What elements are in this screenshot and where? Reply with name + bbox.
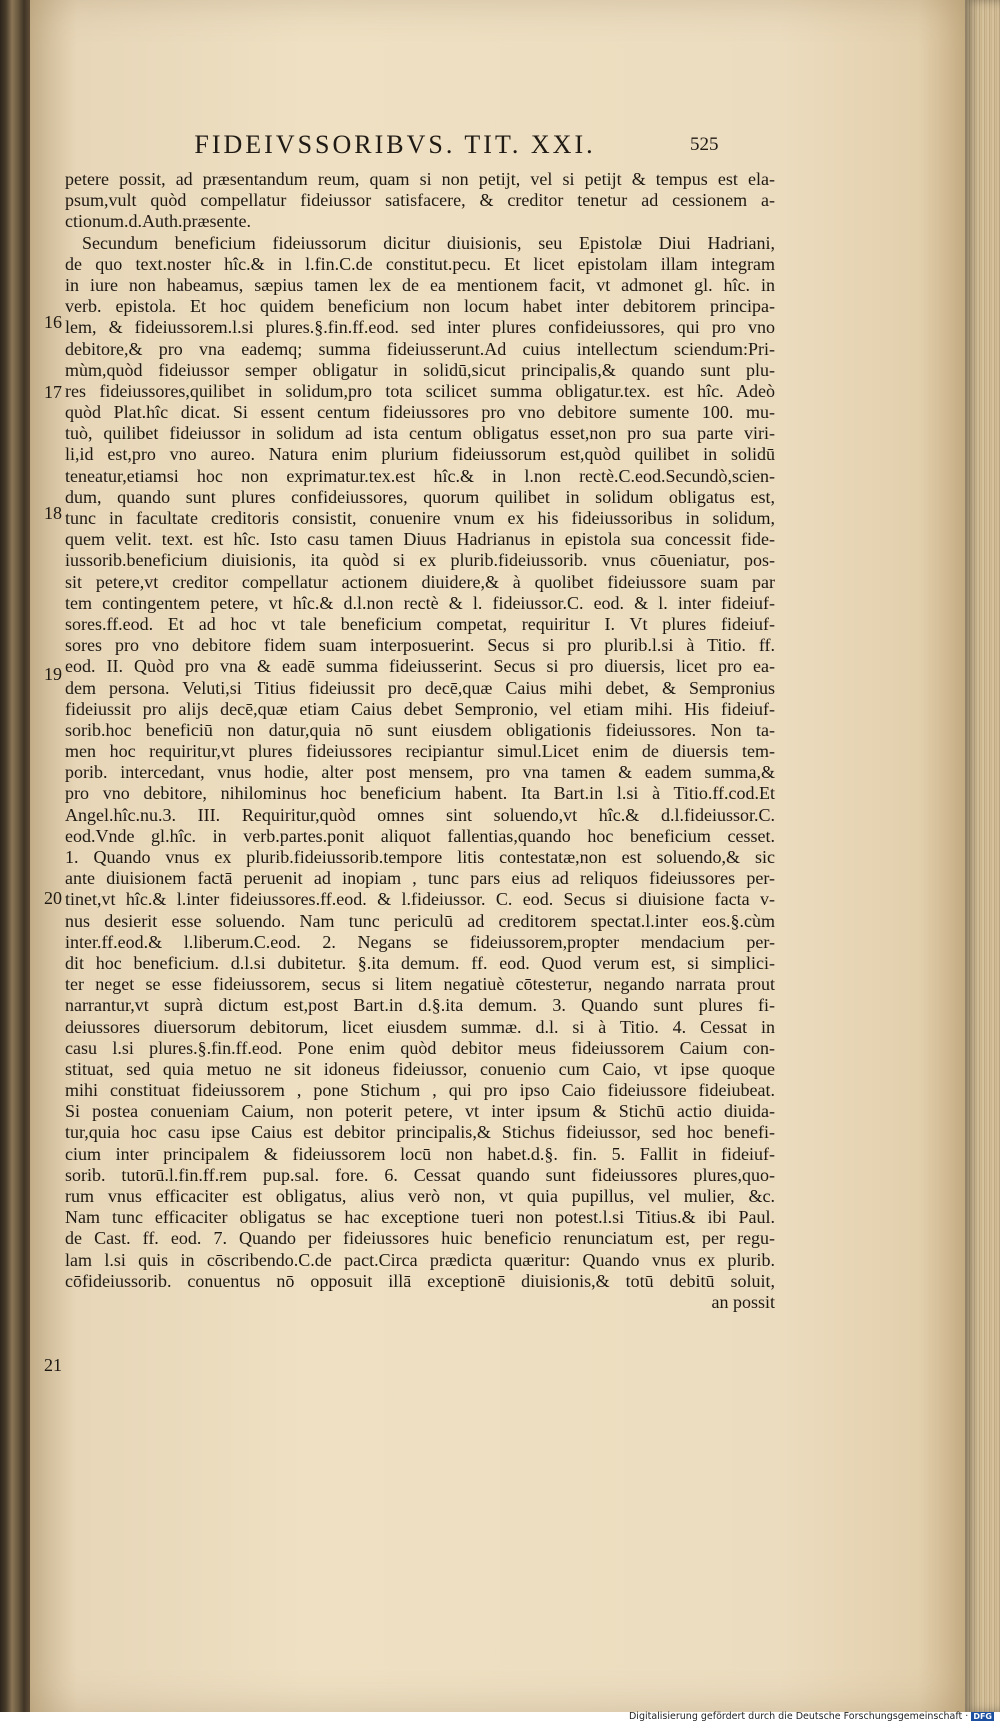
text-line: ter neget se esse fideiussorem, secus si litem negatiuè cōtesteтur, negando narrata prout: [65, 974, 775, 995]
margin-number: 16: [44, 312, 62, 332]
text-line: tur,quia hoc casu ipse Caius est debitor principalis,& Stichus fideiussor, sed hoc benefi-: [65, 1122, 775, 1143]
text-line: mùm,quòd fideiussor semper obligatur in solidū,sicut principalis,& quando sunt plu-: [65, 359, 775, 380]
text-line: Nam tunc efficaciter obligatus se hac exceptione tueri non potest.l.si Titius.& ibi Paul.: [65, 1207, 775, 1228]
text-line: li,id est,pro vno aureo. Natura enim plurium fideiussorum est,quòd quilibet in solidū: [65, 444, 775, 465]
text-line: sores pro vno debitore fidem suam interposuerint. Secus si pro plurib.l.si à Titio. ff.: [65, 635, 775, 656]
margin-number: 17: [44, 382, 62, 402]
text-line: iussorib.beneficium diuisionis, ita quòd si ex plurib.fideiussorib. vnus cōueniatur, pos-: [65, 550, 775, 571]
text-line: de quo text.noster hîc.& in l.fin.C.de constitut.pecu. Et licet epistolam illam integram: [65, 253, 775, 274]
text-line: petere possit, ad præsentandum reum, quam si non petijt, vel si petijt & tempus est ela-: [65, 169, 775, 189]
dfg-logo: DFG: [973, 1712, 992, 1721]
digitization-credit: [629, 1711, 994, 1722]
text-line: cium inter principalem & fideiussorem locū non habet.d.§. fin. 5. Fallit in fideiuf-: [65, 1143, 775, 1164]
text-line: tinet,vt hîc.& l.inter fideiussores.ff.eod. & l.fideiussor. C. eod. Secus si diuisione facta v-: [65, 889, 775, 910]
text-line: 1. Quando vnus ex plurib.fideiussorib.tempore litis contestatæ,non est soluendo,& sic: [65, 847, 775, 867]
credit-text: Digitalisierung gefördert durch die Deutsche Forschungsgemeinschaft ·: [628, 1711, 969, 1722]
text-line: porib. intercedant, vnus hodie, alter post mensem, pro vna tamen & eadem summa,&: [65, 762, 775, 783]
text-line: de Cast. ff. eod. 7. Quando per fideiussores huic beneficio renunciatum est, per regu-: [65, 1228, 775, 1249]
text-line: mihi constituat fideiussorem , pone Stichum , qui pro ipso Caio fideiussore fideiubeat.: [65, 1080, 775, 1101]
text-line: teneatur,etiamsi hoc non exprimatur.tex.est hîc.& in l.non rectè.C.eod.Secundò,scien-: [65, 465, 775, 486]
text-line: eod. II. Quòd pro vna & eadē summa fideiusserint. Secus si pro diuersis, licet pro ea-: [65, 656, 775, 677]
body-text: [65, 169, 775, 1313]
page-edges: [965, 0, 1000, 1712]
text-line: in iure non habeamus, sæpius tamen lex de ea mentionem facit, vt admonet gl. hîc. in: [65, 274, 775, 295]
margin-number: 19: [44, 664, 62, 684]
page-number: 525: [690, 134, 719, 155]
text-line: narrantur,vt suprà dictum est,post Bart.in d.§.ita demum. 3. Quando sunt plures fi-: [65, 995, 775, 1016]
text-line: debitore,& pro vna eademq; summa fideiusserunt.Ad cuius intellectum sciendum:Pri-: [65, 338, 775, 359]
text-line: psum,vult quòd compellatur fideiussor satisfacere, & creditor tenetur ad cessionem a-: [65, 190, 775, 211]
text-line: verb. epistola. Et hoc quidem beneficium non locum habet inter debitorem principa-: [65, 296, 775, 317]
text-line: dit hoc beneficium. d.l.si dubitetur. §.ita demum. ff. eod. Quod verum est, si simplici-: [65, 952, 775, 973]
text-line: inter.ff.eod.& l.liberum.C.eod. 2. Negans se fideiussorem,propter mendacium per-: [65, 931, 775, 952]
text-line: men hoc requiritur,vt plures fideiussores recipiantur simul.Licet enim de diuersis tem-: [65, 741, 775, 762]
text-line: Secundum beneficium fideiussorum dicitur diuisionis, seu Epistolæ Diui Hadriani,: [82, 232, 775, 253]
text-line: sit petere,vt creditor compellatur actionem diuidere,& à quolibet fideiussore suam par: [65, 571, 775, 592]
text-line: sores.ff.eod. Et ad hoc vt tale beneficium competat, requiritur I. Vt plures fideiuf-: [65, 613, 775, 634]
text-line: Si postea conueniam Caium, non poterit petere, vt inter ipsum & Stichū actio diuida-: [65, 1101, 775, 1122]
text-line: an possit: [711, 1291, 775, 1312]
text-line: sorib. tutorū.l.fin.ff.rem pup.sal. fore. 6. Cessat quando sunt fideiussores plures,quo-: [65, 1164, 775, 1185]
text-line: casu l.si plures.§.fin.ff.eod. Pone enim quòd debitor meus fideiussorem Caium con-: [65, 1037, 775, 1058]
margin-number: 21: [44, 1355, 62, 1375]
text-line: res fideiussores,quilibet in solidum,pro tota scilicet summa obligatur.tex. est hîc. Adeò: [65, 380, 775, 401]
page-header-title: FIDEIVSSORIBVS. TIT. XXI.: [194, 130, 596, 159]
text-line: quem velit. text. est hîc. Isto casu tamen Diuus Hadrianus in epistola sua concessit fide-: [65, 529, 775, 550]
text-line: tem contingentem petere, vt hîc.& d.l.non rectè & l. fideiussor.C. eod. & l. inter fideiuf-: [65, 592, 775, 613]
text-line: tunc in facultate creditoris consistit, conuenire vnum ex his fideiussoribus in solidum,: [65, 508, 775, 528]
text-line: ctionum.d.Auth.præsente.: [65, 211, 251, 232]
text-line: fideiussit pro alijs decē,quæ etiam Caius debet Sempronio, vel etiam mihi. His fideiuf-: [65, 698, 775, 719]
text-line: tuò, quilibet fideiussor in solidum ad ista centum obligatus esset,non pro sua parte viri-: [65, 423, 775, 444]
text-line: pro vno debitore, nihilominus hoc beneficium habent. Ita Bart.in l.si à Titio.ff.cod.Et: [65, 783, 775, 804]
text-line: lam l.si quis in cōscribendo.C.de pact.Circa prædicta quæritur: Quando vnus ex plurib.: [65, 1249, 775, 1270]
text-line: cōfideiussorib. conuentus nō opposuit illā exceptionē diuisionis,& totū debitū soluit,: [65, 1270, 775, 1291]
book-page: [30, 0, 965, 1712]
text-line: rum vnus efficaciter est obligatus, alius verò non, vt quia pupillus, vel mulier, &c.: [65, 1186, 775, 1206]
text-line: lem, & fideiussorem.l.si plures.§.fin.ff.eod. sed inter plures confideiussores, qui pro vno: [65, 317, 775, 338]
text-line: ante diuisionem factā peruenit ad inopiam , tunc pars eius ad reliquos fideiussores per-: [65, 868, 775, 889]
text-line: stituat, sed quia metuo ne sit idoneus fideiussor, conuenio cum Caio, vt ipse quoque: [65, 1058, 775, 1079]
text-line: eod.Vnde gl.hîc. in verb.partes.ponit aliquot fallentias,quando hoc beneficium cesset.: [65, 825, 775, 846]
text-line: quòd Plat.hîc dicat. Si essent centum fideiussores pro vno debitore sumente 100. mu-: [65, 402, 775, 423]
margin-number: 20: [44, 888, 62, 908]
text-line: Angel.hîc.nu.3. III. Requiritur,quòd omnes sint soluendo,vt hîc.& d.l.fideiussor.C.: [65, 804, 775, 825]
text-line: dem persona. Veluti,si Titius fideiussit pro decē,quæ Caius mihi debet, & Sempronius: [65, 677, 775, 698]
text-line: deiussores diuersorum debitorum, licet eiusdem summæ. d.l. si à Titio. 4. Cessat in: [65, 1016, 775, 1037]
margin-number: 18: [44, 503, 62, 523]
text-line: nus desierit esse soluendo. Nam tunc periculū ad creditorem spectat.l.inter eos.§.cùm: [65, 910, 775, 931]
running-head: [30, 130, 965, 160]
text-line: sorib.hoc beneficiū non datur,quia nō sunt eiusdem obligationis fideiussores. Non ta-: [65, 719, 775, 740]
text-line: dum, quando sunt plures confideiussores, quorum quilibet in solidum obligatus est,: [65, 486, 775, 507]
